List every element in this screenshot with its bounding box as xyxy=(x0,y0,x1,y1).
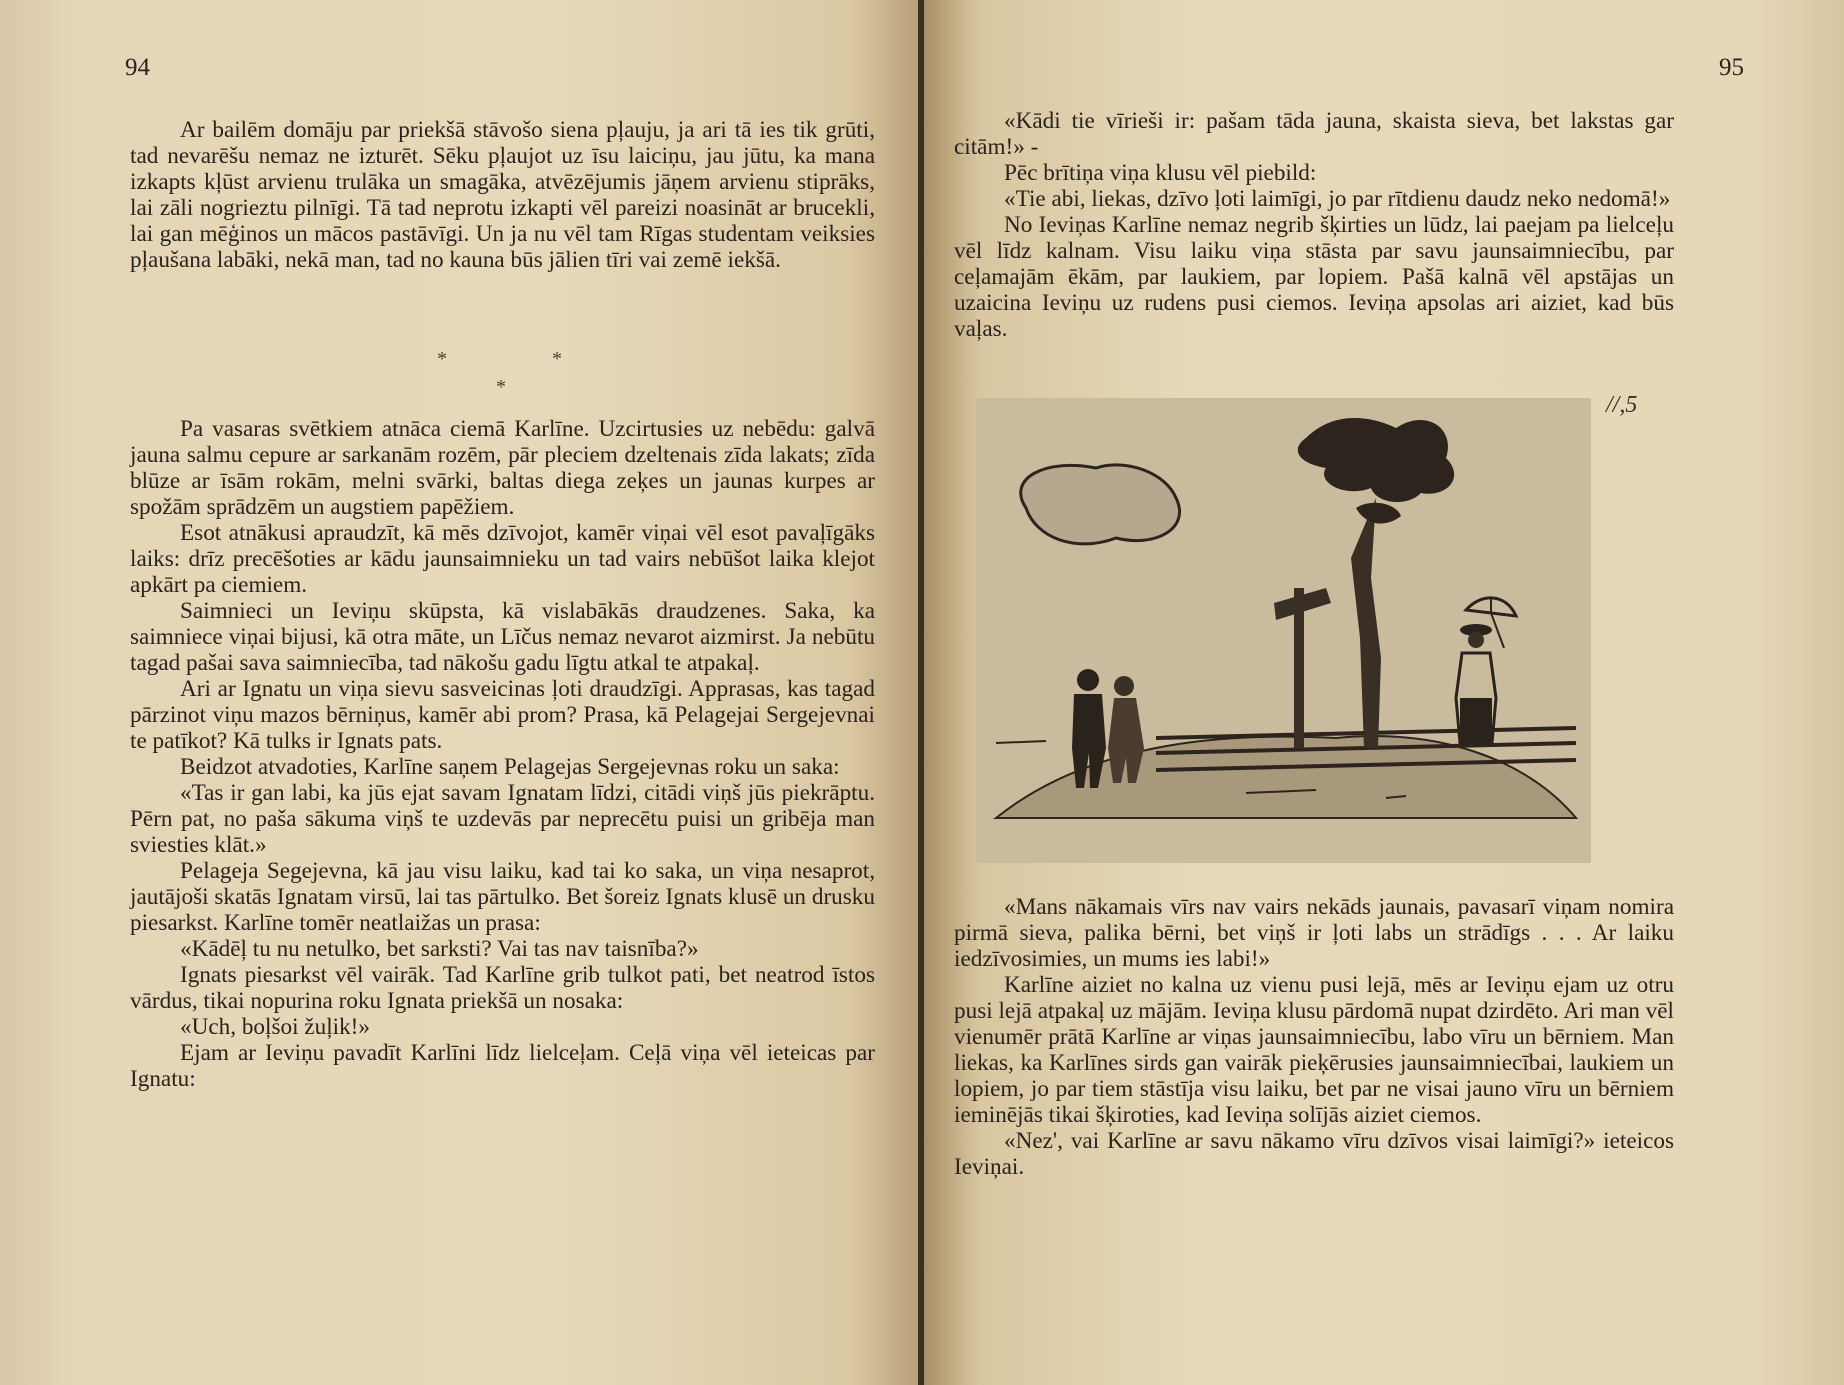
cloud-shape xyxy=(1021,465,1180,544)
paragraph: Ar bailēm domāju par priekšā stāvošo siena pļauju, ja ari tā ies tik grūti, tad nevarēšu nemaz ne izturēt. Sēku pļaujot uz īsu laiciņu, jau jūtu, ka mana izkapts kļūst arvienu trulāka un smagāka, atvēzējumis jāņem arvienu stiprāks, lai zāli nogrieztu pilnīgi. Tā tad neprotu izkapti vēl pareizi noasināt ar brucekli, lai gan mēģinos un mācos pastāvīgi. Un ja nu vēl tam Rīgas studentam veiksies pļaušana labāki, nekā man, tad no kauna būs jālien tīri vai zemē iekšā. xyxy=(130,117,875,273)
paragraph: No Ieviņas Karlīne nemaz negrib šķirties un lūdz, lai paejam pa lielceļu vēl līdz kalnam. Visu laiku viņa stāsta par savu jaunsaimniecību, par ceļamajām ēkām, par laukiem, par lopiem. Pašā kalnā vēl apstājas un uzaicina Ieviņu uz rudens pusi ciemos. Ieviņa apsolas ari aiziet, kad būs vaļas. xyxy=(954,212,1674,342)
paragraph: Saimnieci un Ieviņu skūpsta, kā vislabākās draudzenes. Saka, ka saimniece viņai bijusi, kā otra māte, un Līčus nemaz nevarot aizmirst. Ja nebūtu tagad pašai sava saimniecība, tad nākošu gadu līgtu atkal te atpakaļ. xyxy=(130,598,875,676)
paragraph: Beidzot atvadoties, Karlīne saņem Pelagejas Sergejevnas roku un saka: xyxy=(180,754,840,780)
paragraph: «Tie abi, liekas, dzīvo ļoti laimīgi, jo par rītdienu daudz neko nedomā!» xyxy=(1004,186,1671,212)
paragraph: Ejam ar Ieviņu pavadīt Karlīni līdz lielceļam. Ceļā viņa vēl ieteicas par Ignatu: xyxy=(130,1040,875,1092)
left-section-2 xyxy=(130,416,875,1092)
paragraph: «Uch, boļšoi žuļik!» xyxy=(180,1014,370,1040)
left-section-1 xyxy=(130,117,875,273)
paragraph: «Kādēļ tu nu netulko, bet sarksti? Vai tas nav taisnība?» xyxy=(180,936,699,962)
paragraph: «Mans nākamais vīrs nav vairs nekāds jaunais, pavasarī viņam nomira pirmā sieva, palika bērni, bet viņš ir ļoti labs un strādīgs . . . Ar laiku iedzīvosimies, un mums ies labi!» xyxy=(954,894,1674,972)
illustration xyxy=(976,398,1591,863)
handwritten-mark: //,5 xyxy=(1606,392,1638,418)
section-separator xyxy=(0,348,920,398)
illustration-drawing xyxy=(976,398,1591,863)
paragraph: Karlīne aiziet no kalna uz vienu pusi lejā, mēs ar Ieviņu ejam uz otru pusi lejā atpakaļ uz mājām. Ieviņa klusu pārdomā nupat dzirdēto. Ari man vēl vienumēr prātā Karlīne ar viņas jaunsaimniecību, labo vīru un bērniem. Man liekas, ka Karlīnes sirds gan vairāk pieķērusies jaunsaimniecībai, laukiem un lopiem, jo par tiem stāstīja visu laiku, bet par ne visai jauno vīru un bērniem ieminējās tikai šķiroties, kad Ieviņa solījās aiziet ciemos. xyxy=(954,972,1674,1128)
separator-star: * xyxy=(437,348,447,370)
paragraph: Pēc brītiņa viņa klusu vēl piebild: xyxy=(1004,160,1317,186)
paragraph: Esot atnākusi apraudzīt, kā mēs dzīvojot, kamēr viņai vēl esot pavaļīgāks laiks: drīz precēšoties ar kādu jaunsaimnieku un tad vairs nebūšot laika klejot apkārt pa ciemiem. xyxy=(130,520,875,598)
right-page xyxy=(924,0,1844,1385)
paragraph: «Nez', vai Karlīne ar savu nākamo vīru dzīvos visai laimīgi?» ieteicos Ieviņai. xyxy=(954,1128,1674,1180)
separator-star: * xyxy=(496,376,506,398)
paragraph: Ignats piesarkst vēl vairāk. Tad Karlīne grib tulkot pati, bet neatrod īstos vārdus, tikai nopurina roku Ignata priekšā un nosaka: xyxy=(130,962,875,1014)
separator-star: * xyxy=(552,348,562,370)
right-section-2 xyxy=(954,894,1674,1180)
page-number: 95 xyxy=(1719,54,1744,81)
left-page xyxy=(0,0,920,1385)
right-section-1 xyxy=(954,108,1674,342)
page-number: 94 xyxy=(125,54,150,81)
paragraph: Ari ar Ignatu un viņa sievu sasveicinas ļoti draudzīgi. Apprasas, kas tagad pārzinot viņu mazos bērniņus, kamēr abi prom? Prasa, kā Pelagejai Sergejevnai te patīkot? Kā tulks ir Ignats pats. xyxy=(130,676,875,754)
paragraph: Pelageja Segejevna, kā jau visu laiku, kad tai ko saka, un viņa nesaprot, jautājoši skatās Ignatam virsū, lai tas pārtulko. Bet šoreiz Ignats klusē un drusku piesarkst. Karlīne tomēr neatlaižas un prasa: xyxy=(130,858,875,936)
paragraph: Pa vasaras svētkiem atnāca ciemā Karlīne. Uzcirtusies uz nebēdu: galvā jauna salmu cepure ar sarkanām rozēm, pār pleciem dzeltenais zīda lakats; zīda blūze ar īsām rokām, melni svārki, baltas diega zeķes un jaunas kurpes ar spožām sprādzēm un augstiem papēžiem. xyxy=(130,416,875,520)
paragraph: «Kādi tie vīrieši ir: pašam tāda jauna, skaista sieva, bet lakstas gar citām!» - xyxy=(954,108,1674,160)
paragraph: «Tas ir gan labi, ka jūs ejat savam Ignatam līdzi, citādi viņš jūs piekrāptu. Pērn pat, no paša sākuma viņš te uzdevās par neprecētu puisi un gribēja man sviesties klāt.» xyxy=(130,780,875,858)
